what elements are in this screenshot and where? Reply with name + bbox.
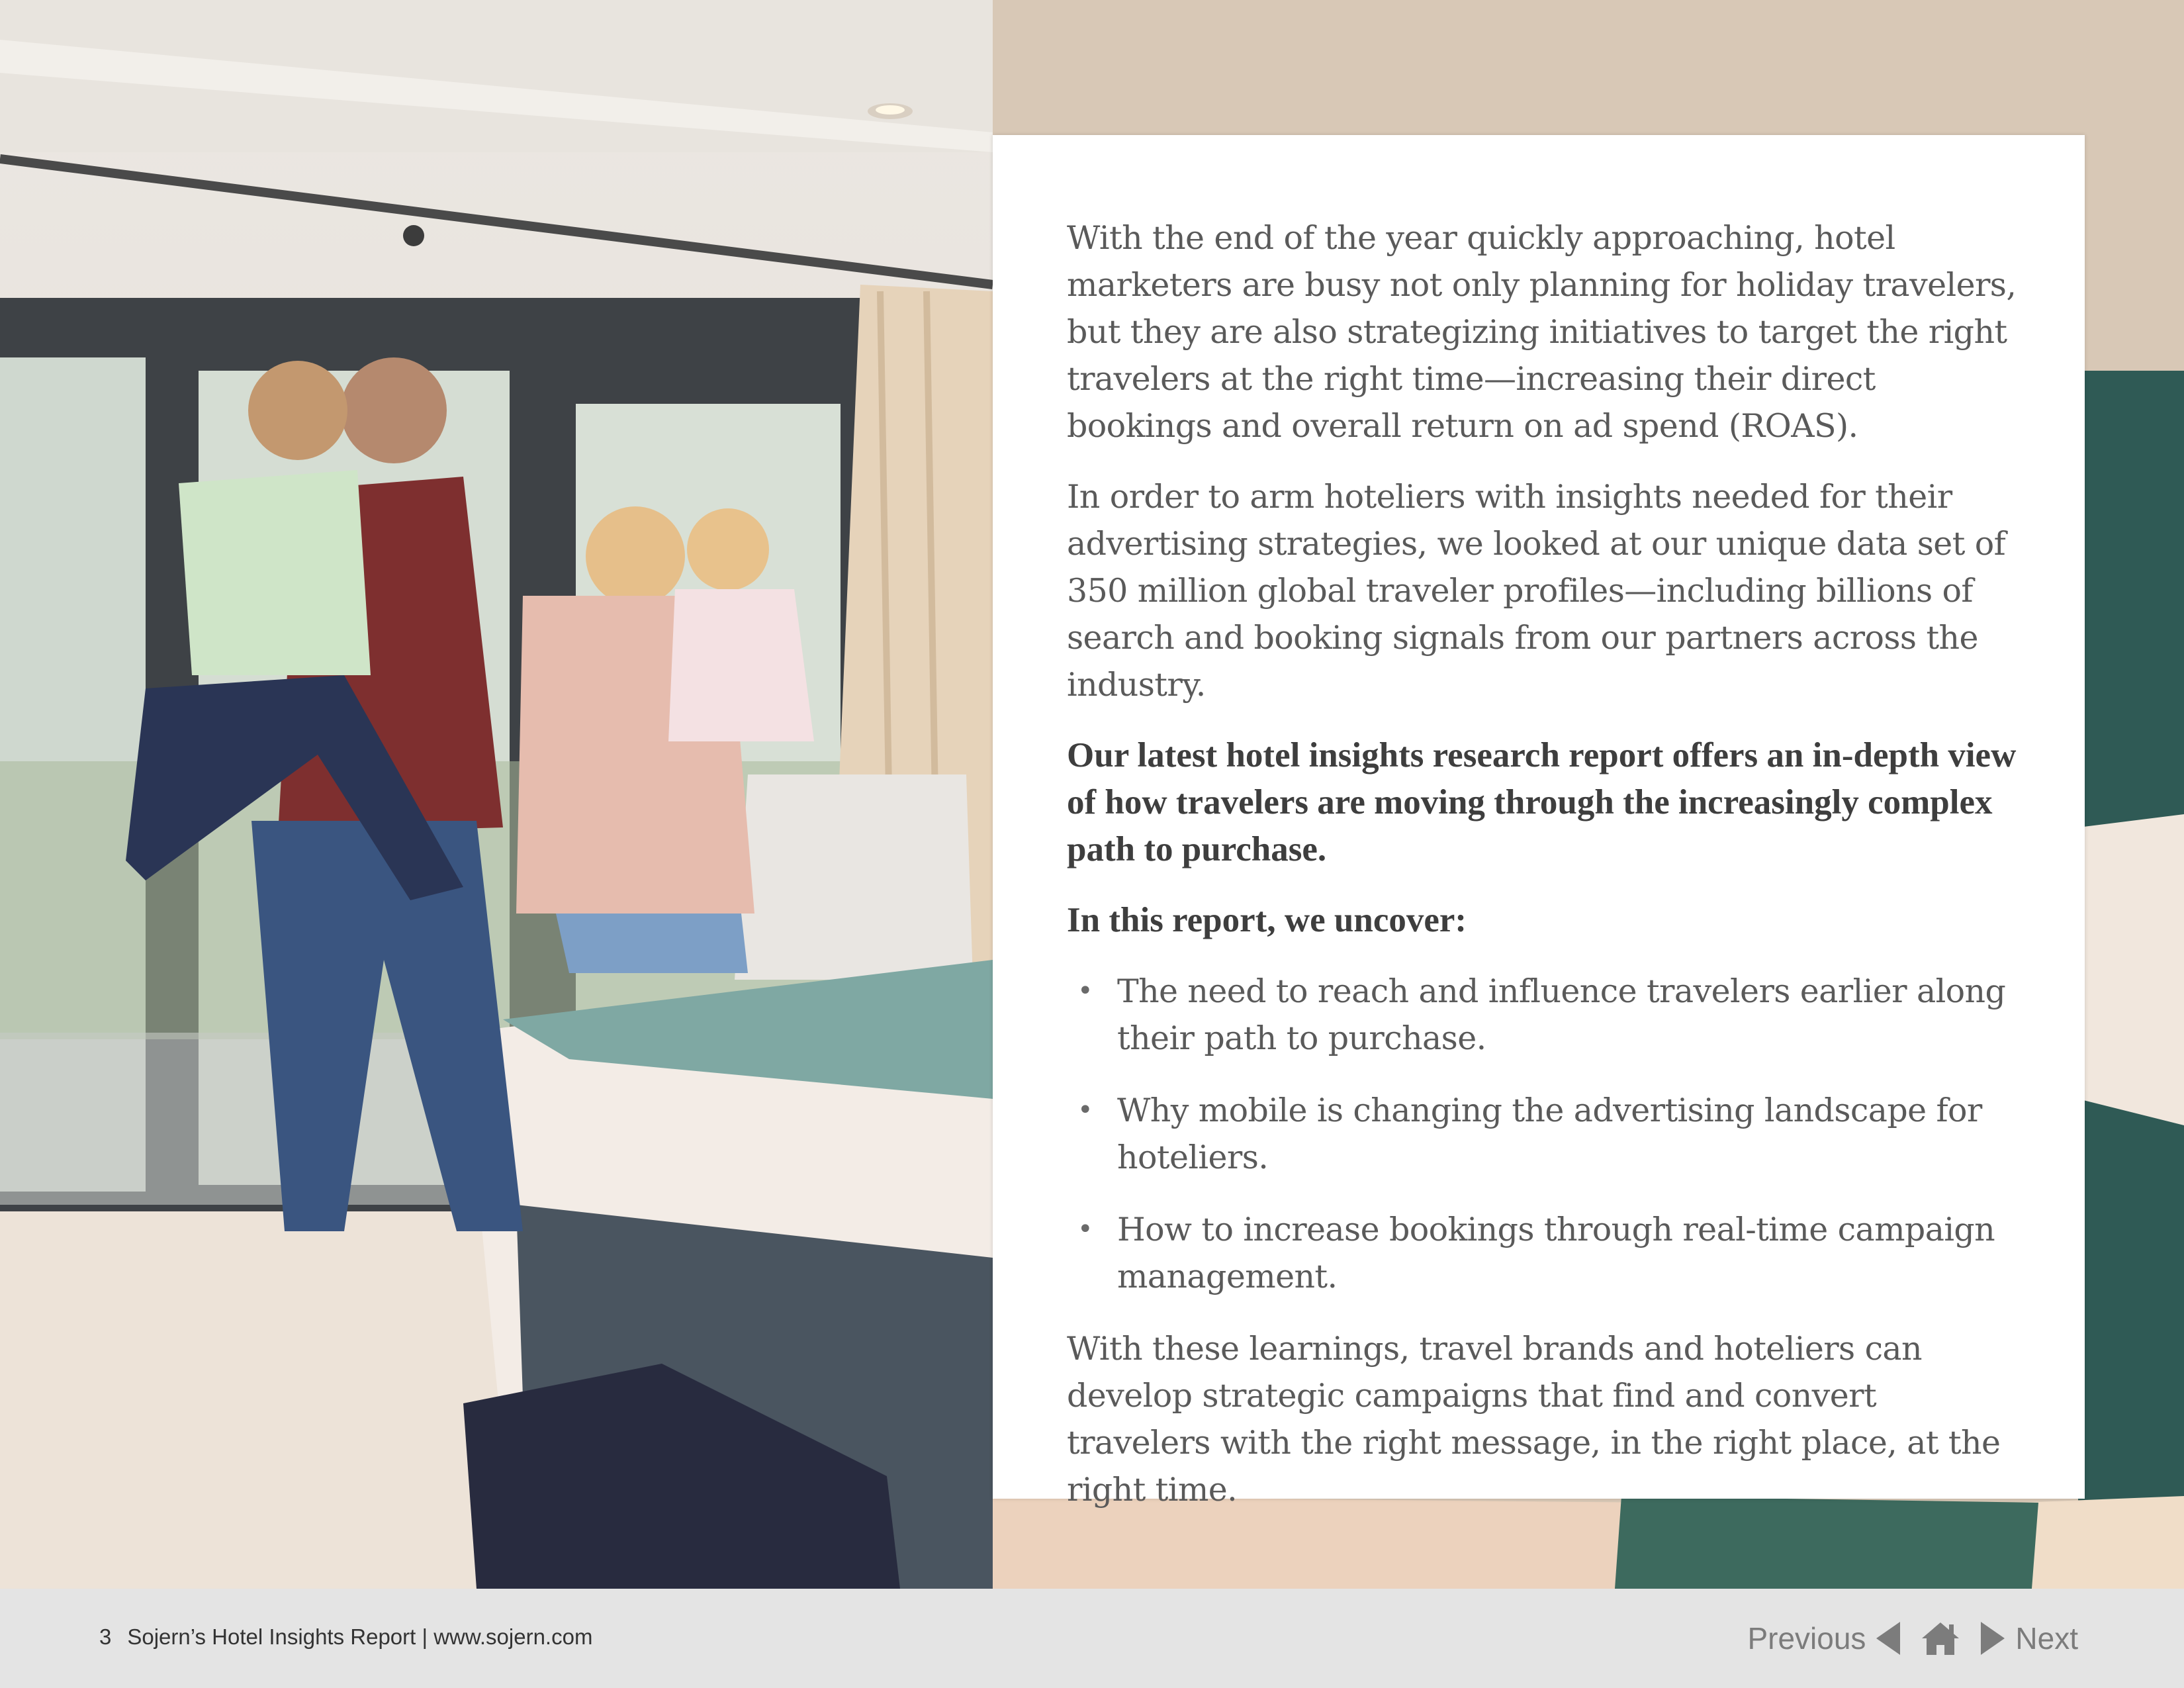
uncover-list: [1067, 968, 2025, 1300]
list-item-text: The need to reach and influence travelers earlier along their path to purchase.: [1117, 972, 2006, 1057]
previous-link[interactable]: Previous: [1747, 1621, 1866, 1656]
closing-paragraph: With these learnings, travel brands and hoteliers can develop strategic campaigns that find and convert travelers with the right message, in the right place, at the right time.: [1067, 1330, 2001, 1509]
footer-info: [99, 1624, 592, 1650]
report-highlight: Our latest hotel insights research report offers an in-depth view of how travelers are moving through the increasingly complex path to purchase.: [1067, 736, 2017, 868]
list-item-text: How to increase bookings through real-time campaign management.: [1117, 1211, 1995, 1295]
home-icon[interactable]: [1920, 1620, 1961, 1656]
list-item: [1067, 968, 2025, 1062]
list-item: [1067, 1087, 2025, 1181]
bullet-icon: •: [1077, 1095, 1093, 1125]
triangle-right-icon[interactable]: [1979, 1620, 2006, 1656]
page-navigation: [1747, 1615, 2078, 1662]
list-heading: In this report, we uncover:: [1067, 901, 1467, 939]
bullet-icon: •: [1077, 976, 1093, 1006]
list-item: [1067, 1206, 2025, 1300]
page-number: 3: [99, 1624, 112, 1649]
next-link[interactable]: Next: [2015, 1621, 2078, 1656]
triangle-left-icon[interactable]: [1875, 1620, 1901, 1656]
bullet-icon: •: [1077, 1214, 1093, 1244]
intro-paragraph: With the end of the year quickly approaching, hotel marketers are busy not only planning for holiday travelers, but they are also strategizing initiatives to target the right travelers at the right time—increasing their direct bookings and overall return on ad spend (ROAS).: [1067, 219, 2017, 445]
intro-card: [993, 135, 2085, 1509]
list-item-text: Why mobile is changing the advertising landscape for hoteliers.: [1117, 1092, 1982, 1176]
data-paragraph: In order to arm hoteliers with insights needed for their advertising strategies, we looked at our unique data set of 350 million global traveler profiles—including billions of search and booking signals from our partners across the industry.: [1067, 478, 2006, 704]
footer-bar: [0, 1589, 2184, 1688]
footer-title: Sojern’s Hotel Insights Report | www.sojern.com: [127, 1624, 593, 1649]
